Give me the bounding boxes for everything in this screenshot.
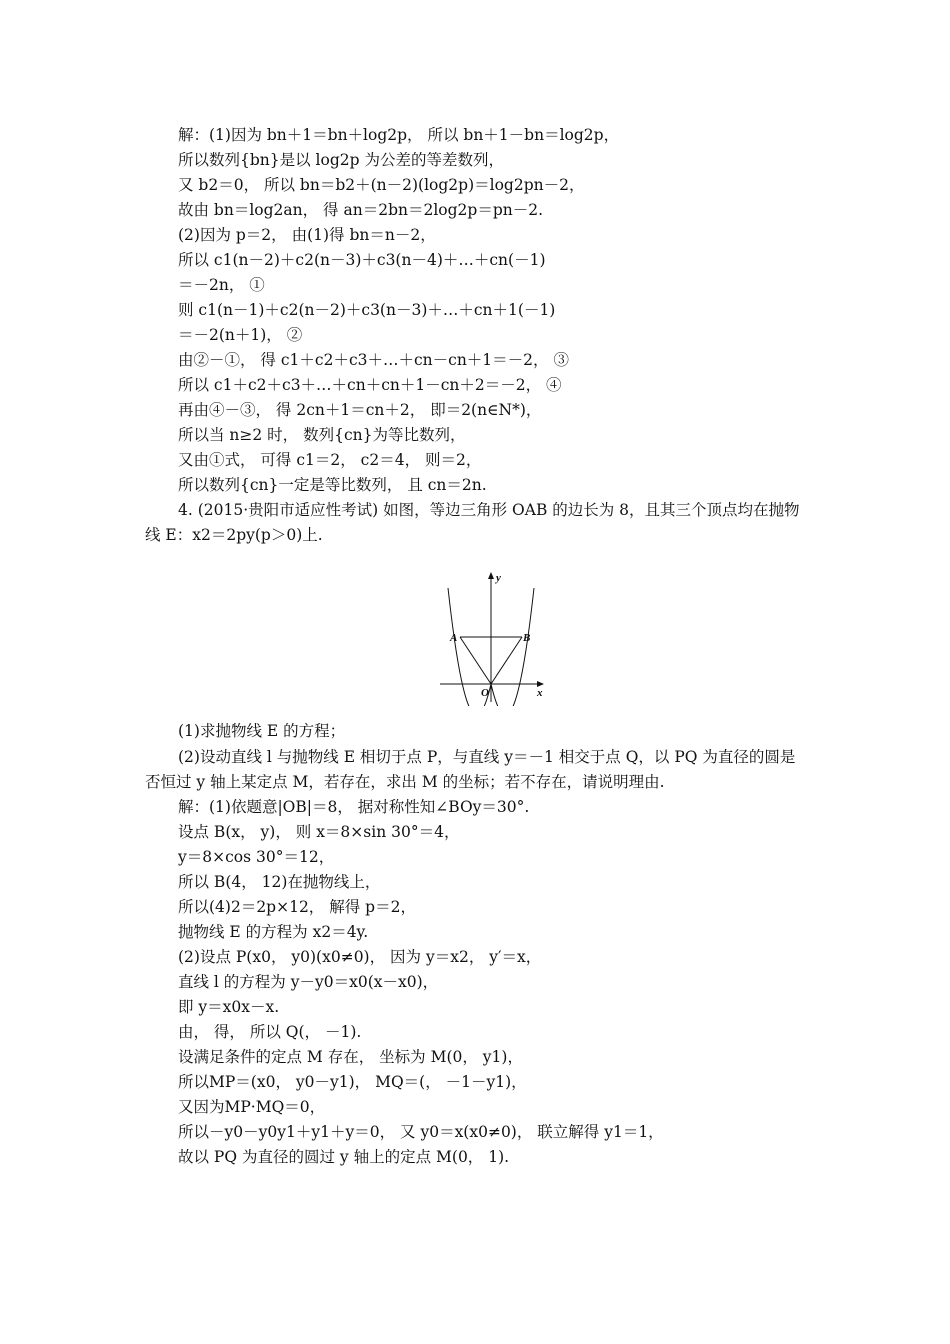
solution-line-4: 故由 bn＝log2an， 得 an＝2bn＝2log2p＝pn－2.	[178, 201, 544, 219]
segment-ob	[491, 637, 522, 684]
solution-line-3: 又 b2＝0， 所以 bn＝b2＋(n－2)(log2p)＝log2pn－2，	[178, 176, 585, 194]
solution-line-1: 解：(1)因为 bn＋1＝bn＋log2p， 所以 bn＋1－bn＝log2p，	[178, 126, 620, 144]
solution-line-2: 所以数列{bn}是以 log2p 为公差的等差数列，	[178, 151, 504, 169]
solution-line-7: ＝－2n， ①	[178, 276, 265, 294]
answer-line-14: 所以－y0－y0y1＋y1＋y＝0， 又 y0＝x(x0≠0)， 联立解得 y1＝1，	[178, 1123, 664, 1141]
answer-line-12: 所以MP＝(x0， y0－y1)， MQ＝(， －1－y1)，	[178, 1073, 527, 1091]
solution-line-6: 所以 c1(n－2)＋c2(n－3)＋c3(n－4)＋…＋cn(－1)	[178, 251, 546, 269]
x-axis-label: x	[537, 687, 543, 699]
answer-line-11: 设满足条件的定点 M 存在， 坐标为 M(0， y1)，	[178, 1048, 523, 1066]
solution-line-13: 所以当 n≥2 时， 数列{cn}为等比数列，	[178, 426, 466, 444]
solution-line-14: 又由①式， 可得 c1＝2， c2＝4， 则＝2，	[178, 451, 482, 469]
answer-line-3: y＝8×cos 30°＝12，	[178, 848, 335, 866]
answer-line-9: 即 y＝x0x－x.	[178, 998, 280, 1016]
answer-line-15: 故以 PQ 为直径的圆过 y 轴上的定点 M(0， 1).	[178, 1148, 510, 1166]
answer-line-8: 直线 l 的方程为 y－y0＝x0(x－x0)，	[178, 973, 439, 991]
y-axis-arrow	[488, 572, 494, 579]
solution-line-15: 所以数列{cn}一定是等比数列， 且 cn＝2n.	[178, 476, 487, 494]
solution-line-12: 再由④－③， 得 2cn＋1＝cn＋2， 即＝2(n∈N*)，	[178, 401, 542, 419]
question-2-line-2: 否恒过 y 轴上某定点 M，若存在，求出 M 的坐标；若不存在，请说明理由.	[145, 773, 665, 791]
point-b-label: B	[523, 632, 531, 644]
point-a-label: A	[450, 632, 458, 644]
answer-line-7: (2)设点 P(x0， y0)(x0≠0)， 因为 y＝x2， y′＝x，	[178, 948, 542, 966]
answer-line-13: 又因为MP·MQ＝0，	[178, 1098, 326, 1116]
solution-line-5: (2)因为 p＝2， 由(1)得 bn＝n－2，	[178, 226, 436, 244]
segment-oa	[460, 637, 491, 684]
answer-line-4: 所以 B(4， 12)在抛物线上，	[178, 873, 381, 891]
origin-label: O	[481, 687, 489, 699]
solution-line-9: ＝－2(n＋1)， ②	[178, 326, 303, 344]
answer-line-10: 由， 得， 所以 Q(， －1).	[178, 1023, 362, 1041]
y-axis-label: y	[496, 572, 501, 584]
problem-4-line-2: 线 E：x2＝2py(p＞0)上.	[145, 526, 323, 544]
answer-line-1: 解：(1)依题意|OB|＝8， 据对称性知∠BOy＝30°.	[178, 798, 530, 816]
problem-4-line-1: 4. (2015·贵阳市适应性考试) 如图，等边三角形 OAB 的边长为 8，且其三个顶点均在抛物	[178, 501, 800, 519]
answer-line-6: 抛物线 E 的方程为 x2＝4y.	[178, 923, 369, 941]
answer-line-2: 设点 B(x， y)， 则 x＝8×sin 30°＝4，	[178, 823, 460, 841]
parabola-figure	[436, 566, 546, 706]
solution-line-11: 所以 c1＋c2＋c3＋…＋cn＋cn＋1－cn＋2＝－2， ④	[178, 376, 562, 394]
question-2-line-1: (2)设动直线 l 与抛物线 E 相切于点 P，与直线 y＝－1 相交于点 Q，以 PQ 为直径的圆是	[178, 748, 796, 766]
solution-line-8: 则 c1(n－1)＋c2(n－2)＋c3(n－3)＋…＋cn＋1(－1)	[178, 301, 556, 319]
solution-line-10: 由②－①， 得 c1＋c2＋c3＋…＋cn－cn＋1＝－2， ③	[178, 351, 569, 369]
answer-line-5: 所以(4)2＝2p×12， 解得 p＝2，	[178, 898, 416, 916]
question-1: (1)求抛物线 E 的方程；	[178, 722, 346, 740]
